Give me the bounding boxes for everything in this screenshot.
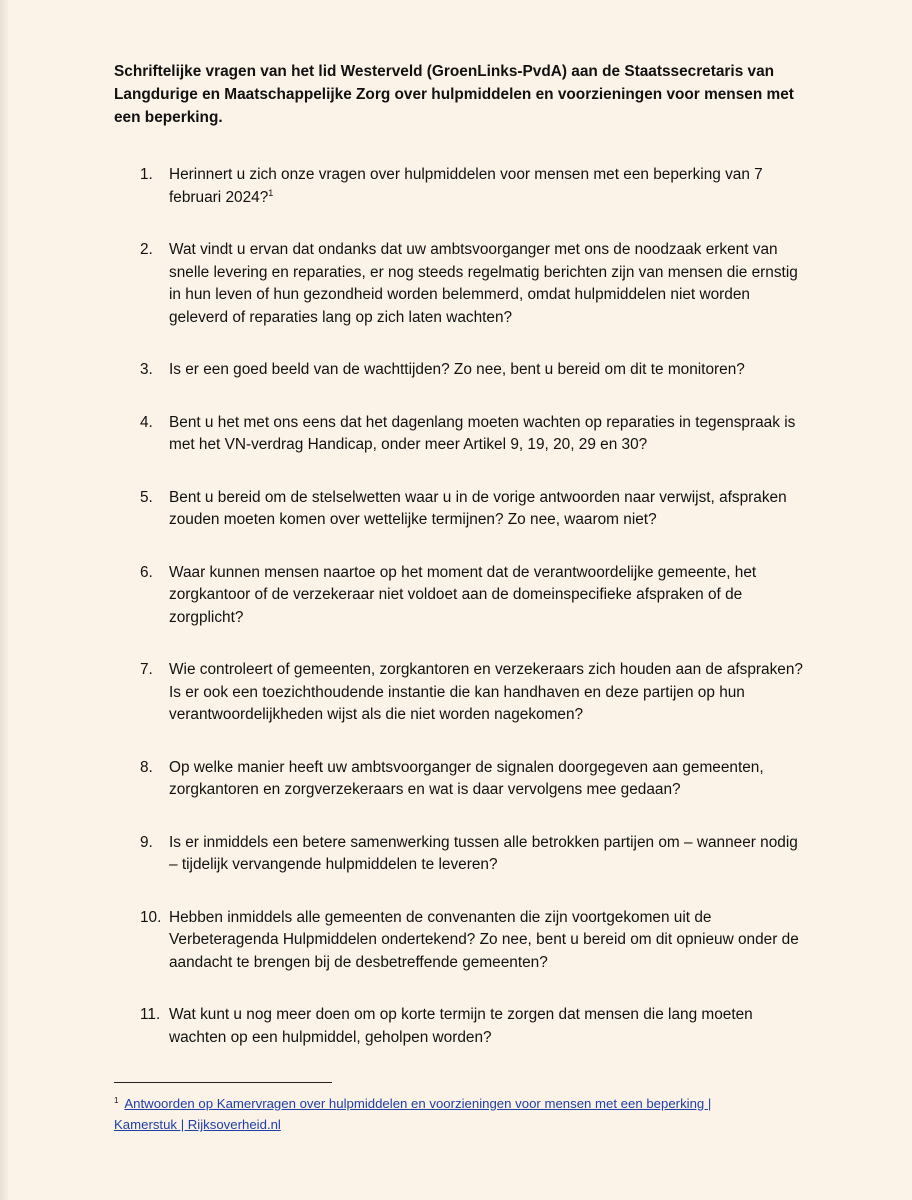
footnote [114,1093,774,1135]
page-edge [0,0,8,1200]
question-item [114,659,814,727]
document-intro: Schriftelijke vragen van het lid Westerveld (GroenLinks-PvdA) aan de Staatssecretaris van Langdurige en Maatschappelijke Zorg over hulpmiddelen en voorzieningen voor mensen met een beperking. [114,63,794,126]
question-item [114,359,814,382]
question-text: Bent u bereid om de stelselwetten waar u in de vorige antwoorden naar verwijst, afspraken zouden moeten komen over wettelijke termijnen? Zo nee, waarom niet? [169,488,787,528]
question-text: Wie controleert of gemeenten, zorgkantoren en verzekeraars zich houden aan de afspraken? Is er ook een toezichthoudende instantie die kan handhaven en deze partijen op hun verantwoordelijkheden wijst als die niet worden nagekomen? [169,661,803,723]
question-number: 1. [140,166,153,183]
footnote-marker: 1 [114,1095,119,1105]
question-number: 10. [140,908,162,926]
question-item [114,757,814,802]
document-body [114,60,814,1079]
question-item [114,832,814,877]
question-item [114,907,814,975]
question-number: 11. [140,1006,161,1023]
question-text: Hebben inmiddels alle gemeenten de convenanten die zijn voortgekomen uit de Verbeteragenda Hulpmiddelen ondertekend? Zo nee, bent u bereid om dit opnieuw onder de aandacht te brengen bij de desbetreffende gemeenten? [169,908,799,971]
question-text: Waar kunnen mensen naartoe op het moment dat de verantwoordelijke gemeente, het zorgkantoor of de verzekeraar niet voldoet aan de domeinspecifieke afspraken of de zorgplicht? [169,563,757,626]
question-item [114,1004,814,1049]
questions-list [114,164,814,1049]
question-number: 5. [140,488,153,506]
question-text: Bent u het met ons eens dat het dagenlang moeten wachten op reparaties in tegenspraak is met het VN-verdrag Handicap, onder meer Artikel 9, 19, 20, 29 en 30? [169,413,796,453]
question-item [114,412,814,457]
question-item [114,164,814,209]
question-number: 3. [140,361,153,378]
question-text: Wat kunt u nog meer doen om op korte termijn te zorgen dat mensen die lang moeten wachten op een hulpmiddel, geholpen worden? [169,1006,753,1046]
footnote-link[interactable]: Antwoorden op Kamervragen over hulpmiddelen en voorzieningen voor mensen met een beperking | Kamerstuk | Rijksoverheid.nl [114,1096,712,1132]
question-number: 6. [140,563,153,581]
question-text: Herinnert u zich onze vragen over hulpmiddelen voor mensen met een beperking van 7 februari 2024?$^1$ [169,166,763,206]
question-text: Is er inmiddels een betere samenwerking tussen alle betrokken partijen om – wanneer nodig – tijdelijk vervangende hulpmiddelen te leveren? [169,833,798,873]
question-number: 4. [140,413,153,431]
footnote-reference[interactable]: 1 [268,187,274,198]
question-item [114,487,814,532]
question-number: 7. [140,661,153,678]
question-number: 8. [140,758,153,776]
question-text: Op welke manier heeft uw ambtsvoorganger de signalen doorgegeven aan gemeenten, zorgkantoren en zorgverzekeraars en wat is daar vervolgens mee gedaan? [169,758,764,798]
footnote-divider [114,1082,332,1083]
question-text: Is er een goed beeld van de wachttijden? Zo nee, bent u bereid om dit te monitoren? [169,361,745,378]
question-item [114,562,814,630]
question-number: 9. [140,833,153,851]
question-text: Wat vindt u ervan dat ondanks dat uw ambtsvoorganger met ons de noodzaak erkent van snelle levering en reparaties, er nog steeds regelmatig berichten zijn van mensen die ernstig in hun leven of hun gezondheid worden belemmerd, omdat hulpmiddelen niet worden geleverd of reparaties lang op zich laten wachten? [169,241,798,326]
question-number: 2. [140,241,153,258]
question-item [114,239,814,329]
